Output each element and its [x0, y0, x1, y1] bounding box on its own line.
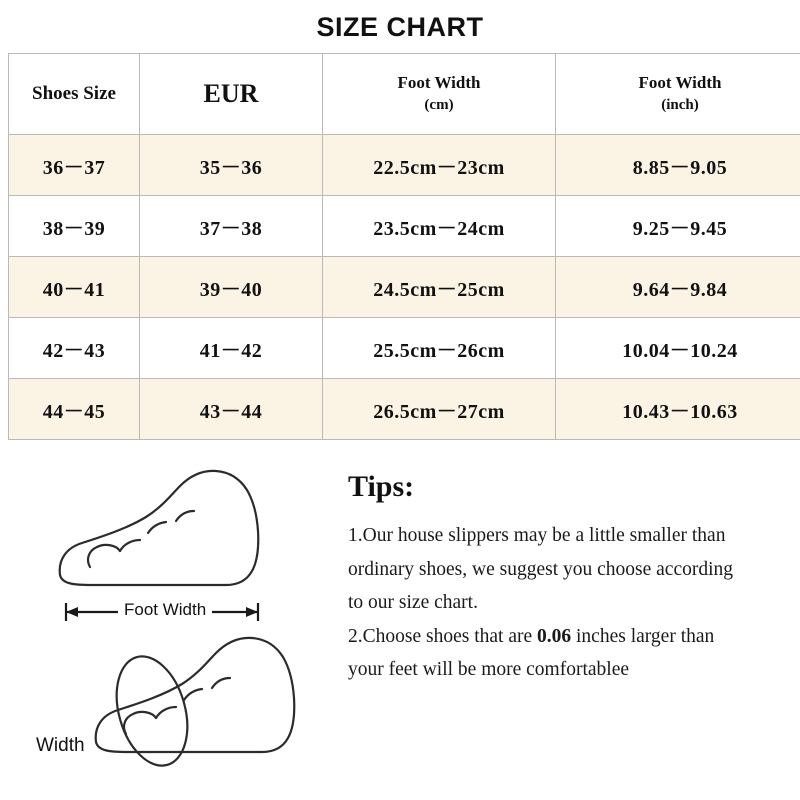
cell-foot-width-cm: 23.5cm－24cm — [323, 196, 556, 257]
cell-shoes-size: 36－37 — [9, 135, 140, 196]
width-label: Width — [36, 735, 85, 756]
page-title: SIZE CHART — [316, 12, 484, 42]
cell-foot-width-inch: 8.85－9.05 — [556, 135, 800, 196]
cell-foot-width-inch: 9.64－9.84 — [556, 257, 800, 318]
cell-foot-width-cm: 25.5cm－26cm — [323, 318, 556, 379]
cell-foot-width-inch: 10.43－10.63 — [556, 379, 800, 440]
cell-shoes-size: 40－41 — [9, 257, 140, 318]
cell-shoes-size: 42－43 — [9, 318, 140, 379]
tips-line-3: to our size chart. — [348, 592, 478, 614]
cell-eur: 39－40 — [140, 257, 323, 318]
cell-foot-width-cm: 24.5cm－25cm — [323, 257, 556, 318]
foot-width-label: Foot Width — [118, 600, 212, 620]
tips-line-4-bold-value: 0.06 — [537, 625, 572, 647]
column-header-foot-width-inch-label: Foot Width — [638, 72, 722, 92]
cell-eur: 37－38 — [140, 196, 323, 257]
column-header-foot-width-cm-unit: (cm) — [424, 97, 454, 114]
column-header-shoes-size: Shoes Size — [9, 54, 140, 135]
cell-eur: 35－36 — [140, 135, 323, 196]
tips-line-1: 1.Our house slippers may be a little smaller than — [348, 525, 726, 546]
tips-line-4-part-a: 2.Choose shoes that are — [348, 625, 538, 647]
foot-outline-top-icon — [60, 471, 259, 585]
column-header-eur: EUR — [140, 54, 323, 135]
tips-line-2: ordinary shoes, we suggest you choose according — [348, 558, 734, 580]
cell-foot-width-inch: 9.25－9.45 — [556, 196, 800, 257]
column-header-foot-width-cm-label: Foot Width — [397, 72, 481, 92]
tips-line-4-part-b: inches larger than — [571, 625, 715, 647]
cell-foot-width-cm: 22.5cm－23cm — [323, 135, 556, 196]
cell-shoes-size: 44－45 — [9, 379, 140, 440]
cell-foot-width-cm: 26.5cm－27cm — [323, 379, 556, 440]
cell-eur: 43－44 — [140, 379, 323, 440]
tips-line-5: your feet will be more comfortablee — [348, 659, 630, 681]
cell-eur: 41－42 — [140, 318, 323, 379]
cell-shoes-size: 38－39 — [9, 196, 140, 257]
column-header-foot-width-inch-unit: (inch) — [661, 97, 699, 114]
cell-foot-width-inch: 10.04－10.24 — [556, 318, 800, 379]
width-ellipse-indicator — [105, 648, 199, 774]
tips-heading: Tips: — [348, 470, 415, 503]
